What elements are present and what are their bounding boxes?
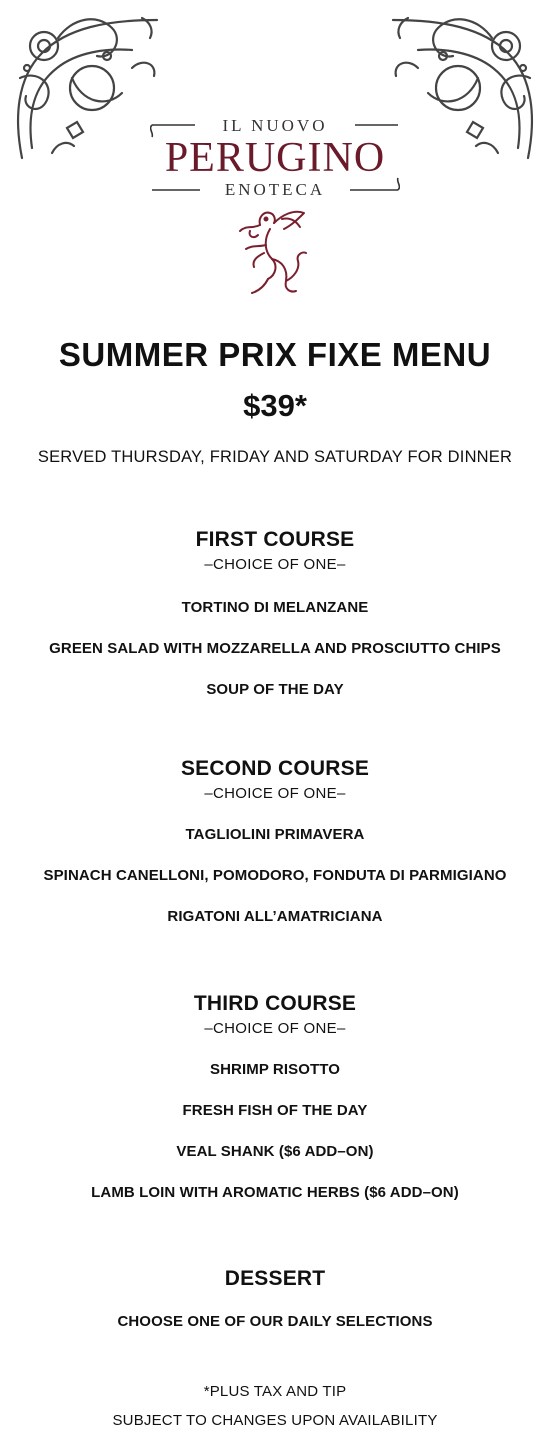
dish-item: TAGLIOLINI PRIMAVERA <box>185 826 365 843</box>
dish-item: GREEN SALAD WITH MOZZARELLA AND PROSCIUTTO CHIPS <box>49 640 501 657</box>
served-note: SERVED THURSDAY, FRIDAY AND SATURDAY FOR DINNER <box>37 448 513 466</box>
menu-title: SUMMER PRIX FIXE MENU <box>58 336 492 373</box>
dish-item: SPINACH CANELLONI, POMODORO, FONDUTA DI PARMIGIANO <box>43 867 507 884</box>
corner-flourish-left <box>12 8 162 163</box>
course-subtitle: –CHOICE OF ONE– <box>204 785 346 802</box>
brand-line3: ENOTECA <box>224 180 326 199</box>
course-title: THIRD COURSE <box>193 992 357 1015</box>
brand-logo <box>150 115 400 200</box>
footer-tax-note: *PLUS TAX AND TIP <box>203 1383 347 1400</box>
menu-price: $39* <box>243 388 307 423</box>
dish-item: SOUP OF THE DAY <box>206 681 344 698</box>
course-title: SECOND COURSE <box>180 757 370 780</box>
course-subtitle: –CHOICE OF ONE– <box>204 556 346 573</box>
dish-item: LAMB LOIN WITH AROMATIC HERBS ($6 ADD–ON) <box>91 1184 459 1201</box>
brand-line1: IL NUOVO <box>222 116 328 135</box>
dish-item: RIGATONI ALL’AMATRICIANA <box>167 908 383 925</box>
dish-item: VEAL SHANK ($6 ADD–ON) <box>176 1143 374 1160</box>
course-title: DESSERT <box>224 1267 326 1290</box>
course-title: FIRST COURSE <box>195 528 355 551</box>
dish-item: SHRIMP RISOTTO <box>209 1061 341 1078</box>
dish-item: FRESH FISH OF THE DAY <box>182 1102 368 1119</box>
dish-item: CHOOSE ONE OF OUR DAILY SELECTIONS <box>117 1313 433 1330</box>
brand-name: PERUGINO <box>164 135 386 181</box>
corner-flourish-right <box>388 8 538 163</box>
griffin-emblem <box>230 205 310 300</box>
footer-availability-note: SUBJECT TO CHANGES UPON AVAILABILITY <box>112 1412 438 1429</box>
course-subtitle: –CHOICE OF ONE– <box>204 1020 346 1037</box>
dish-item: TORTINO DI MELANZANE <box>181 599 369 616</box>
